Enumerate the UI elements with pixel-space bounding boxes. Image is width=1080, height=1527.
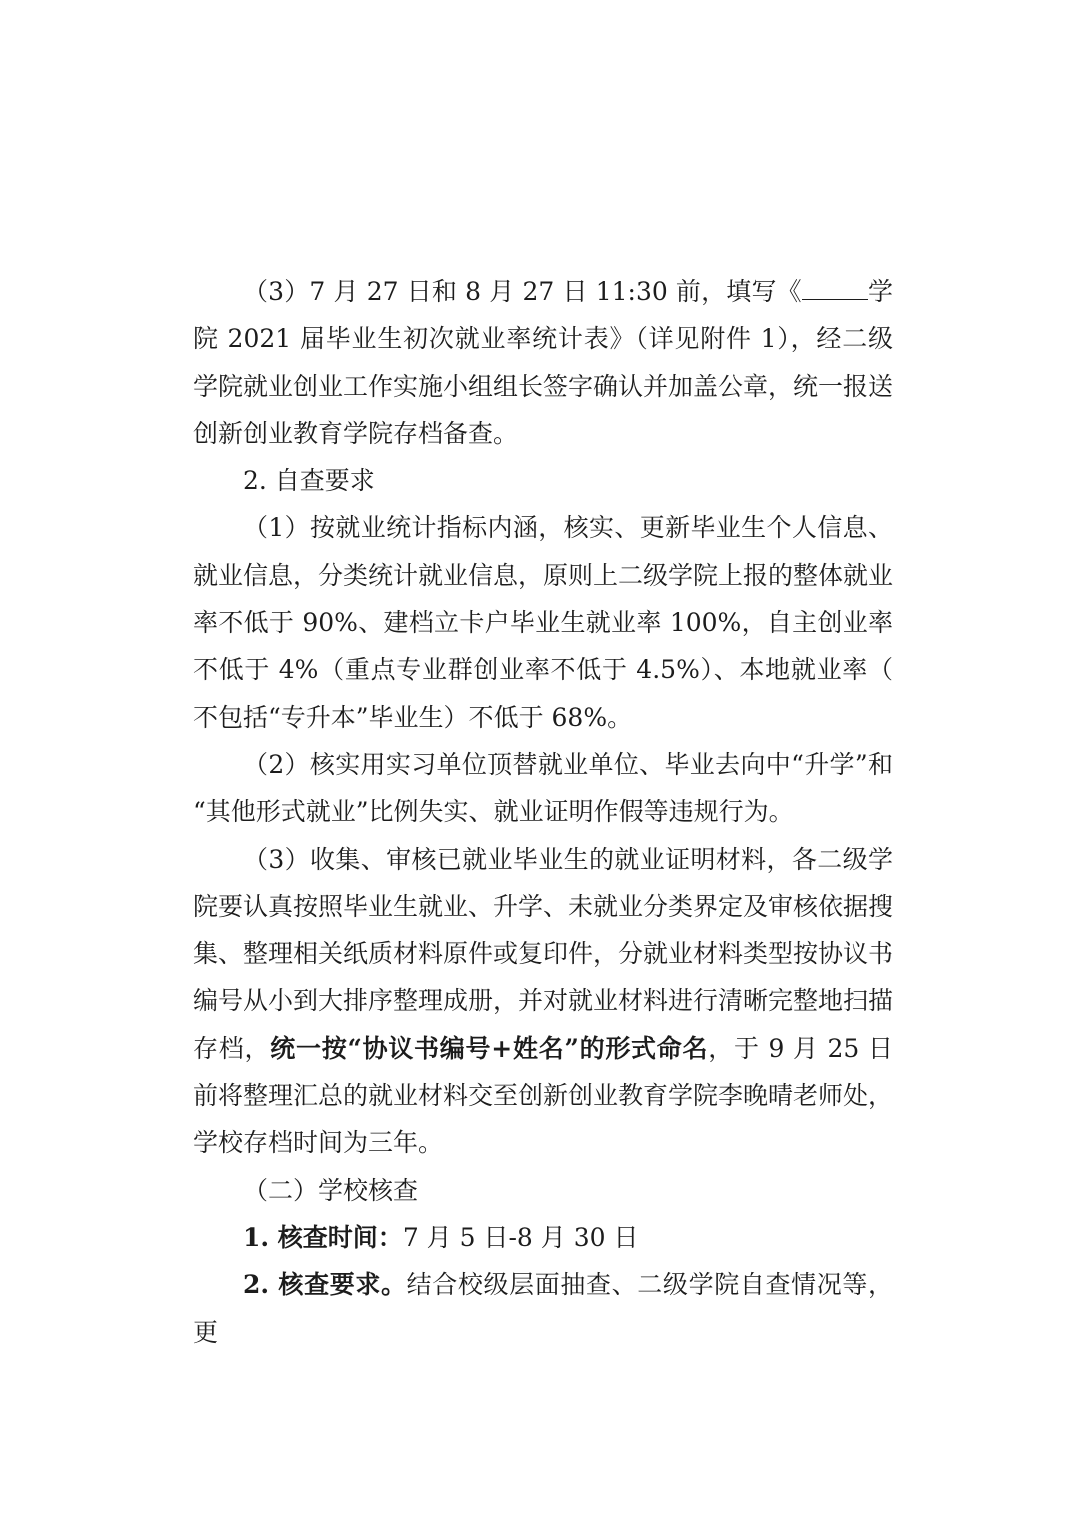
item-label: 1. 核查时间：: [243, 1222, 403, 1252]
item-label: 2. 核查要求。: [243, 1270, 407, 1300]
paragraph-verification-time: [193, 1214, 893, 1261]
paragraph-text: ，于 9 月 25 日前将整理汇总的就业材料交至创新创业教育学院李晚晴老师处，学校存档时间为三年。: [193, 1033, 894, 1158]
paragraph-material-collection: [193, 836, 893, 1167]
paragraph-employment-rate-requirements: （1）按就业统计指标内涵，核实、更新毕业生个人信息、就业信息，分类统计就业信息，原则上二级学院上报的整体就业率不低于 90%、建档立卡户毕业生就业率 100%，自主创业率不低于 4%（重点专业群创业率不低于 4.5%）、本地就业率（不包括“专升本”毕业生）不低于 68%。: [193, 513, 894, 732]
paragraph-violation-check: （2）核实用实习单位顶替就业单位、毕业去向中“升学”和“其他形式就业”比例失实、就业证明作假等违规行为。: [193, 749, 893, 827]
item-value: 结合校级层面抽查、二级学院自查情况等，更: [193, 1270, 893, 1347]
paragraph-verification-requirements: [193, 1261, 893, 1356]
fill-in-blank: [802, 275, 868, 300]
paragraph-text: （3）7 月 27 日和 8 月 27 日 11:30 前，填写《: [243, 277, 802, 306]
paragraph-text: （3）收集、审核已就业毕业生的就业证明材料，各二级学院要认真按照毕业生就业、升学、未就业分类界定及审核依据搜集、整理相关纸质材料原件或复印件，分就业材料类型按协议书编号从小到大排序整理成册，并对就业材料进行清晰完整地扫描存档，: [193, 844, 894, 1063]
paragraph-report-deadline: [193, 268, 893, 457]
document-body: [193, 268, 893, 1356]
emphasized-text: 统一按“协议书编号+姓名”的形式命名: [270, 1033, 709, 1063]
section-heading-school-verification: （二）学校核查: [243, 1175, 419, 1205]
paragraph-text: 学院 2021 届毕业生初次就业率统计表》（详见附件 1），经二级学院就业创业工作实施小组组长签字确认并加盖公章，统一报送创新创业教育学院存档备查。: [193, 277, 894, 448]
section-heading-self-check-requirements: 2. 自查要求: [243, 466, 375, 496]
item-value: 7 月 5 日-8 月 30 日: [402, 1222, 639, 1252]
